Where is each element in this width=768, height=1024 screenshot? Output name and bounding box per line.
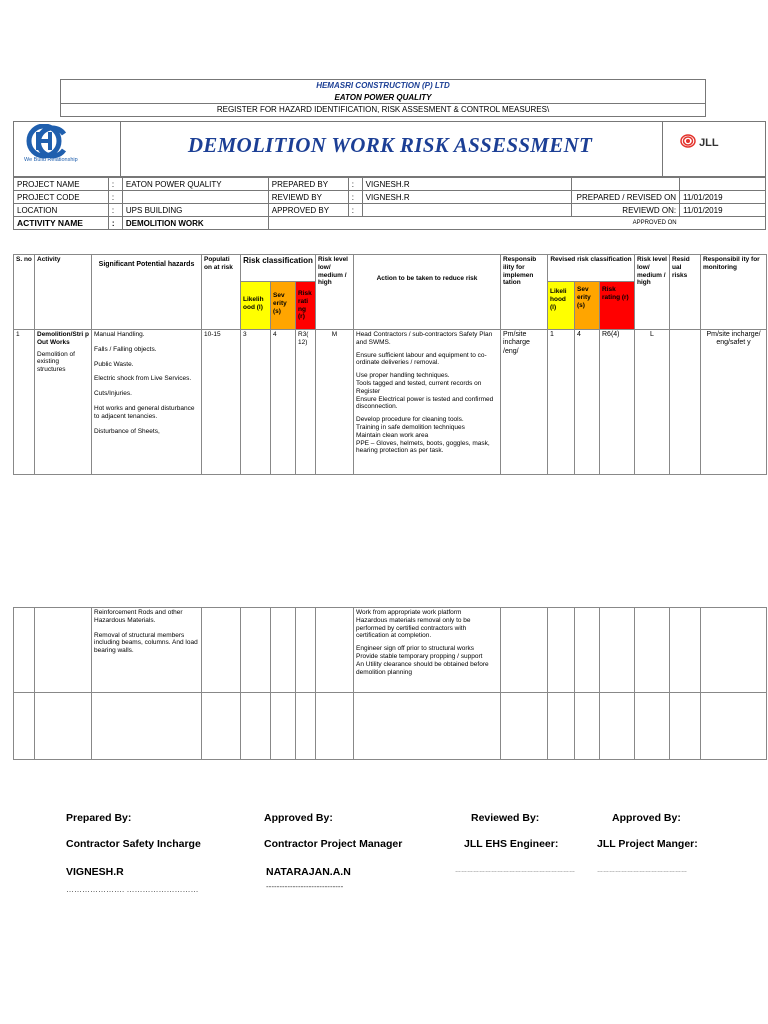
page-title: DEMOLITION WORK RISK ASSESSMENT <box>187 133 593 157</box>
action-item: Hazardous materials removal only to be performed by certified contractors with certification at completion. <box>356 616 471 640</box>
col-header-action: Action to be taken to reduce risk <box>354 255 501 330</box>
col-header-activity: Activity <box>35 255 92 330</box>
row-hazards <box>92 330 202 475</box>
row-hazards <box>92 608 202 693</box>
action-item: Develop procedure for cleaning tools. <box>356 416 464 424</box>
prepared-by-value: VIGNESH.R <box>362 178 571 191</box>
logo-tagline: We Build Relationship <box>24 157 78 163</box>
action-item: Engineer sign off prior to structural works <box>356 645 475 653</box>
signature-line-2: ----------------------------- <box>266 882 344 891</box>
colon: : <box>108 217 122 230</box>
row-rev-severity: 4 <box>575 330 600 475</box>
col-header-severity: Sev erity (s) <box>271 282 296 330</box>
action-item: Ensure Electrical power is tested and confirmed disconnection. <box>356 395 494 411</box>
footer-role-3: JLL EHS Engineer: <box>464 838 559 850</box>
table-row <box>14 330 767 475</box>
signature-line-4: ……………………………………… <box>597 868 687 874</box>
col-header-rating: Risk rati ng (r) <box>296 282 316 330</box>
colon: : <box>108 191 122 204</box>
col-header-rev-severity: Sev erity (s) <box>575 282 600 330</box>
colon: : <box>348 204 362 217</box>
row-responsibility: Pm/site incharge /eng/ <box>501 330 548 475</box>
action-item: Work from appropriate work platform <box>356 609 462 616</box>
risk-assessment-table-continued <box>13 607 767 760</box>
prepared-revised-label: PREPARED / REVISED ON <box>572 191 680 204</box>
activity-name-label: ACTIVITY NAME <box>14 217 109 230</box>
hazard-item: Cuts/Injuries. <box>94 390 132 398</box>
action-item: Head Contractors / sub-contractors Safety Plan and SWMS. <box>356 331 493 346</box>
prepared-by-label: PREPARED BY <box>268 178 348 191</box>
footer-approved-by-1: Approved By: <box>264 812 333 824</box>
approved-on-label: APPROVED ON <box>268 217 679 230</box>
location-value: UPS BUILDING <box>122 204 268 217</box>
row-monitoring: Pm/site incharge/ eng/safet y <box>701 330 767 475</box>
row-rating: R3( 12) <box>296 330 316 475</box>
company-logo <box>18 124 118 172</box>
hazard-item: Removal of structural members including beams, columns. And load bearing walls. <box>94 631 198 655</box>
row-actions <box>354 330 501 475</box>
action-item: Maintain clean work area <box>356 431 429 439</box>
register-title: REGISTER FOR HAZARD IDENTIFICATION, RISK ASSESMENT & CONTROL MEASURES\ <box>216 105 550 114</box>
action-item: An Utility clearance should be obtained before demolition planning <box>356 660 489 676</box>
action-item: Ensure sufficient labour and equipment to co-ordinate deliveries / removal. <box>356 351 487 367</box>
row-rev-likelihood: 1 <box>548 330 575 475</box>
col-header-likelihood: Likelih ood (l) <box>241 282 271 330</box>
reviewed-on-value: 11/01/2019 <box>680 204 766 217</box>
action-item: Use proper handling techniques. <box>356 372 450 380</box>
colon: : <box>348 191 362 204</box>
approved-by-label: APPROVED BY <box>268 204 348 217</box>
col-header-monitoring: Responsibil ity for monitoring <box>701 255 767 330</box>
project-info-table <box>13 177 766 230</box>
reviewed-by-label: REVIEWD BY <box>268 191 348 204</box>
row-level: M <box>316 330 354 475</box>
col-header-population: Populati on at risk <box>202 255 241 330</box>
colon: : <box>108 178 122 191</box>
colon: : <box>348 178 362 191</box>
jll-logo <box>680 134 719 149</box>
row-rev-level: L <box>635 330 670 475</box>
action-item: Provide stable temporary propping / support <box>356 652 483 660</box>
footer-reviewed-by: Reviewed By: <box>471 812 540 824</box>
row-likelihood: 3 <box>241 330 271 475</box>
table-row <box>14 608 767 693</box>
action-item: PPE – Gloves, helmets, boots, goggles, mask, hearing protection as per task. <box>356 439 490 455</box>
footer-name-2: NATARAJAN.A.N <box>266 866 351 878</box>
signature-line-3: …………………………………………………… <box>455 868 575 874</box>
colon: : <box>108 204 122 217</box>
hazard-item: Manual Handling. <box>94 331 145 338</box>
hazard-item: Reinforcement Rods and other Hazardous Materials. <box>94 609 183 624</box>
activity-desc: Demolition of existing structures <box>37 350 75 374</box>
action-item: Tools tagged and tested, current records on Register <box>356 379 482 395</box>
document-header <box>60 79 706 117</box>
location-label: LOCATION <box>14 204 109 217</box>
row-sno: 1 <box>14 330 35 475</box>
row-severity: 4 <box>271 330 296 475</box>
col-header-sno: S. no <box>14 255 35 330</box>
company-name: HEMASRI CONSTRUCTION (P) LTD <box>316 81 450 90</box>
jll-logo-text: JLL <box>699 137 719 149</box>
hazard-item: Public Waste. <box>94 360 134 368</box>
row-actions <box>354 608 501 693</box>
footer-role-2: Contractor Project Manager <box>264 838 403 850</box>
hazard-item: Hot works and general disturbance to adjacent tenancies. <box>94 404 195 420</box>
footer-prepared-by: Prepared By: <box>66 812 132 824</box>
project-code-label: PROJECT CODE <box>14 191 109 204</box>
hazard-item: Disturbance of Sheets, <box>94 427 160 435</box>
footer-name-1: VIGNESH.R <box>66 866 124 878</box>
col-header-responsibility: Responsib ility for implemen tation <box>501 255 548 330</box>
signature-line-1: …………………. ……………………… <box>66 885 199 894</box>
hazard-item: Electric shock from Live Services. <box>94 375 192 383</box>
col-header-rev-rating: Risk rating (r) <box>600 282 635 330</box>
table-row <box>14 693 767 760</box>
col-header-risk-level: Risk level low/ medium / high <box>316 255 354 330</box>
col-header-residual: Resid ual risks <box>670 255 701 330</box>
col-header-rev-likelihood: Likeli hood (l) <box>548 282 575 330</box>
col-header-revised-classification: Revised risk classification <box>548 255 635 282</box>
activity-title: Demolition/Stri p Out Works <box>37 331 89 346</box>
row-population: 10-15 <box>202 330 241 475</box>
reviewed-by-value: VIGNESH.R <box>362 191 571 204</box>
reviewed-on-label: REVIEWD ON: <box>572 204 680 217</box>
hazard-item: Falls / Falling objects. <box>94 345 157 353</box>
prepared-revised-value: 11/01/2019 <box>680 191 766 204</box>
col-header-risk-classification: Risk classification <box>241 255 316 282</box>
project-name-label: PROJECT NAME <box>14 178 109 191</box>
risk-assessment-table <box>13 254 767 475</box>
row-activity <box>35 330 92 475</box>
footer-role-4: JLL Project Manger: <box>597 838 698 850</box>
footer-role-1: Contractor Safety Incharge <box>66 838 201 850</box>
footer-approved-by-2: Approved By: <box>612 812 681 824</box>
project-title: EATON POWER QUALITY <box>334 93 432 102</box>
col-header-hazards: Significant Potential hazards <box>92 255 202 330</box>
action-item: Training in safe demolition techniques <box>356 423 465 431</box>
project-name-value: EATON POWER QUALITY <box>122 178 268 191</box>
row-rev-rating: R6(4) <box>600 330 635 475</box>
col-header-revised-level: Risk level low/ medium / high <box>635 255 670 330</box>
activity-name-value: DEMOLITION WORK <box>122 217 268 230</box>
